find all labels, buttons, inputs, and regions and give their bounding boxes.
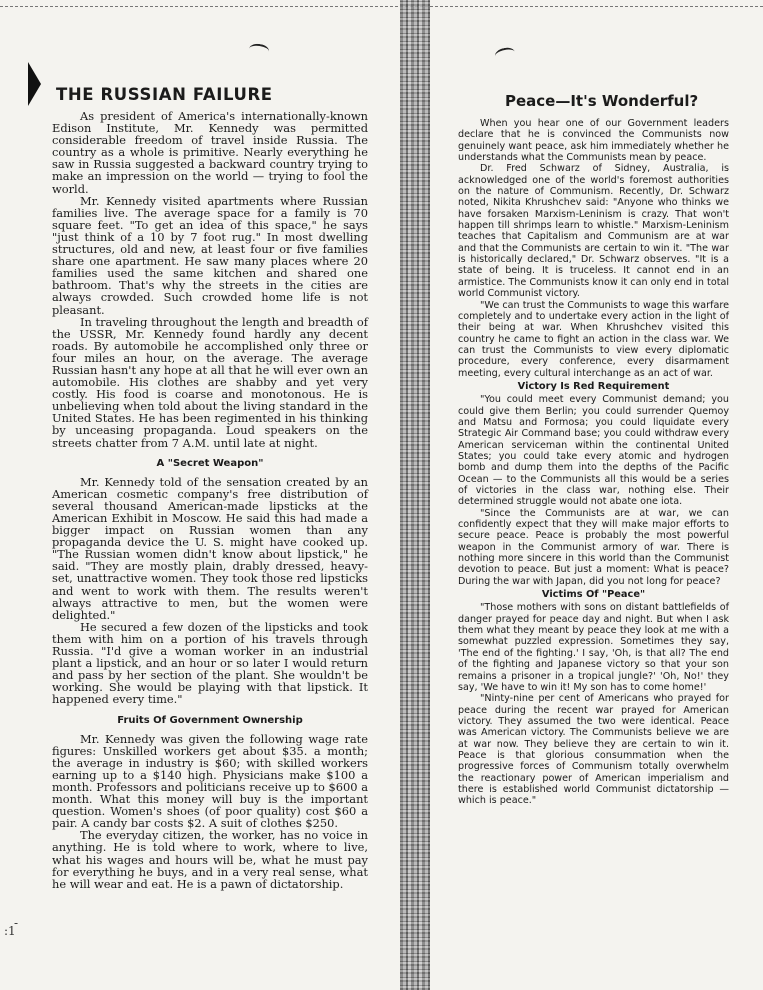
left-paragraph: In traveling throughout the length and breadth of the USSR, Mr. Kennedy found hardly any decent roads. By automobile he accomplished only three or four miles an hour, on the average. The average Russian hasn't any hope at all that he will ever own an automobile. His clothes are shabby and yet very costly. His food is coarse and monotonous. He is unbelieving when told about the living standard in the United States. He has been regimented in his thinking by unceasing propaganda. Loud speakers on the streets chatter from 7 A.M. until late at night.	[52, 314, 368, 450]
page-number-mark: :1	[4, 924, 16, 938]
left-subheading: Fruits Of Government Ownership	[117, 714, 303, 726]
top-border-line	[0, 6, 763, 7]
right-subheading: Victims Of "Peace"	[541, 589, 646, 601]
left-article-column	[52, 110, 368, 890]
right-paragraph: "Since the Communists are at war, we can confidently expect that they will make major efforts to secure peace. Peace is probably the most powerful weapon in the Communist armory of war. There is nothing more sincere in this world than the Communist devotion to peace. But just a moment: What is peace? During the war with Japan, did you not long for peace?	[458, 507, 729, 587]
left-paragraph: The everyday citizen, the worker, has no voice in anything. He is told where to work, where to live, what his wages and hours will be, what he must pay for everything he buys, and in a very real sense, what he will wear and eat. He is a pawn of dictatorship.	[52, 828, 368, 891]
margin-mark: -	[14, 916, 19, 930]
right-paragraph: Dr. Fred Schwarz of Sidney, Australia, is acknowledged one of the world's foremost authorities on the nature of Communism. Recently, Dr. Schwarz noted, Nikita Khrushchev said: "Anyone who thinks we have forsaken Marxism-Leninism is crazy. That won't happen till shrimps learn to whistle." Marxism-Leninism teaches that Capitalism and Communism are at war and that the Communists are certain to win it. "The war is historically declared," Dr. Schwarz observes. "It is a state of being. It is truceless. It cannot end in an armistice. The Communists know it can only end in total world Communist victory.	[458, 163, 729, 300]
right-paragraph: "Ninty-nine per cent of Americans who prayed for peace during the recent war prayed for American victory. They assumed the two were identical. Peace was American victory. The Communists believe we are at war now. They believe they are certain to win it. Peace is that glorious consummation when the progressive forces of Communism totally overwhelm the reactionary power of American imperialism and there is established world Communist dictatorship — which is peace."	[458, 693, 729, 807]
right-paragraph: "You could meet every Communist demand; you could give them Berlin; you could surrender Quemoy and Matsu and Formosa; you could liquidate every Strategic Air Command base; you could withdraw every American serviceman within the continental United States; you could take every atomic and hydrogen bomb and dump them into the depths of the Pacific Ocean — to the Communists all this would be a series of victories in the class war, nothing else. Their determined struggle would not abate one iota.	[458, 394, 729, 508]
binding-gutter	[400, 0, 430, 990]
right-paragraph: "Those mothers with sons on distant battlefields of danger prayed for peace day and night. But when I ask them what they meant by peace they look at me with a somewhat puzzled expression. Sometimes they say, 'The end of the fighting.' I say, 'Oh, is that all? The end of the fighting and Japanese victory so that your son remains a prisoner in a tropical jungle?' 'Oh, No!' they say, 'We have to win it! My son has to come home!'	[458, 602, 729, 693]
left-paragraph: He secured a few dozen of the lipsticks and took them with him on a portion of his travels through Russia. "I'd give a woman worker in an industrial plant a lipstick, and an hour or so later I would return and pass by her section of the plant. She wouldn't be working. She would be playing with that lipstick. It happened every time."	[52, 619, 368, 707]
left-paragraph: Mr. Kennedy was given the following wage rate figures: Unskilled workers get about $35. a month; the average in industry is $60; with skilled workers earning up to a $140 high. Physicians make $100 a month. Professors and politicians receive up to $600 a month. What this money will buy is the important question. Women's shoes (of poor quality) cost $60 a pair. A candy bar costs $2. A suit of clothes $250.	[52, 731, 368, 831]
right-paragraph: "We can trust the Communists to wage this warfare completely and to undertake every action in the light of their being at war. When Khrushchev visited this country he came to fight an action in the class war. We can trust the Communists to view every diplomatic procedure, every conference, every disarmament meeting, every cultural interchange as an act of war.	[458, 299, 729, 379]
left-paragraph: Mr. Kennedy visited apartments where Russian families live. The average space for a family is 70 square feet. "To get an idea of this space," he says "just think of a 10 by 7 foot rug." In most dwelling structures, old and new, at least four or five families share one apartment. He saw many places where 20 families used the same kitchen and shared one bathroom. That's why the streets in the cities are always crowded. Such crowded home life is not pleasant.	[52, 193, 368, 317]
section-marker-triangle	[28, 62, 41, 106]
right-article-title: Peace—It's Wonderful?	[505, 92, 699, 110]
left-paragraph: Mr. Kennedy told of the sensation created by an American cosmetic company's free distribution of several thousand American-made lipsticks at the American Exhibit in Moscow. He said this had made a bigger impact on Russian women than any propaganda device the U. S. might have cooked up. "The Russian women didn't know about lipstick," he said. "They are mostly plain, drably dressed, heavy-set, unattractive women. They took those red lipsticks and went to work with them. The results weren't always attractive to men, but the women were delighted."	[52, 474, 368, 622]
left-paragraph: As president of America's internationally-known Edison Institute, Mr. Kennedy was permitted considerable freedom of travel inside Russia. The country as a whole is primitive. Nearly everything he saw in Russia suggested a backward country trying to make an impression on the world — trying to fool the world.	[52, 109, 368, 196]
right-paragraph: When you hear one of our Government leaders declare that he is convinced the Communists now genuinely want peace, ask him immediately whether he understands what the Communists mean by peace.	[458, 118, 729, 164]
right-subheading: Victory Is Red Requirement	[517, 380, 670, 392]
right-article-column	[458, 118, 729, 807]
hole-punch-arc-right	[494, 46, 516, 62]
left-subheading: A "Secret Weapon"	[156, 457, 264, 469]
hole-punch-arc-left	[248, 43, 269, 58]
left-article-title: THE RUSSIAN FAILURE	[56, 85, 273, 104]
